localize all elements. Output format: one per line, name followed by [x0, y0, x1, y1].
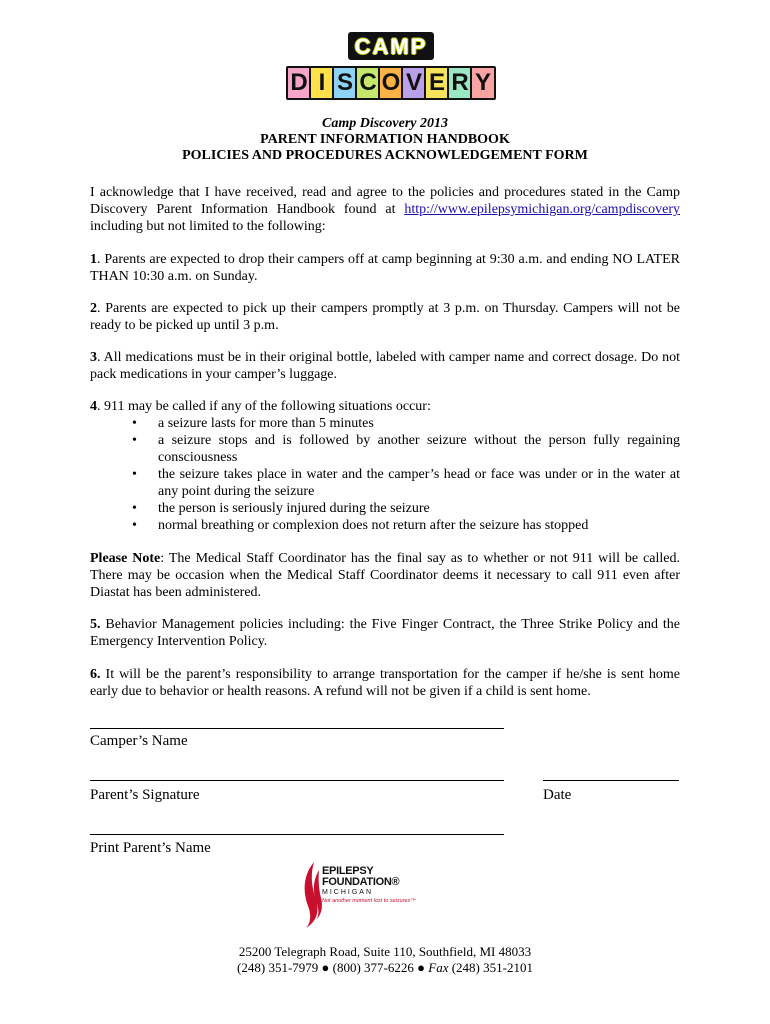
policy-item-2 [90, 300, 680, 334]
item-number: 3 [90, 350, 97, 365]
phone-tollfree: (800) 377-6226 [332, 960, 414, 975]
flame-icon [300, 860, 324, 930]
epilepsy-foundation-logo [300, 860, 440, 932]
print-parent-name-line[interactable] [90, 834, 504, 835]
date-label: Date [543, 787, 572, 803]
item-number: 4 [90, 399, 97, 414]
list-item: • a seizure lasts for more than 5 minutes [132, 416, 374, 431]
foundation-state: MICHIGAN [322, 889, 373, 896]
form-title-handbook: PARENT INFORMATION HANDBOOK [260, 132, 510, 147]
street-address: 25200 Telegraph Road, Suite 110, Southfield, MI 48033 [238, 944, 532, 959]
parent-signature-line[interactable] [90, 780, 504, 781]
foundation-wordmark [322, 866, 416, 905]
form-title-block [0, 116, 770, 164]
fax-label: Fax [428, 960, 449, 975]
policy-item-4 [90, 398, 680, 415]
parent-signature-label: Parent’s Signature [90, 787, 200, 803]
item-text: It will be the parent’s responsibility to arrange transportation for the camper if he/she is sent home early due to behavior or health reasons. A refund will not be given if a child is sent home. [90, 667, 680, 699]
foundation-name-line2: FOUNDATION® [322, 876, 400, 888]
contact-address-block [0, 944, 770, 976]
separator-dot: ● [321, 960, 330, 975]
policy-item-3 [90, 349, 680, 383]
fax-number: (248) 351-2101 [451, 960, 533, 975]
foundation-name-line1: EPILEPSY [322, 865, 374, 877]
separator-dot: ● [417, 960, 425, 975]
please-note-paragraph [90, 550, 680, 601]
list-item: • the person is seriously injured during the seizure [132, 501, 430, 516]
emergency-situations-list [90, 415, 680, 534]
policy-item-6 [90, 666, 680, 700]
item-text: Behavior Management policies including: the Five Finger Contract, the Three Strike Policy and the Emergency Intervention Policy. [90, 617, 680, 649]
policy-item-1 [90, 251, 680, 285]
logo-letter: D [286, 66, 312, 100]
bullet-icon: • [132, 501, 137, 516]
handbook-link[interactable]: http://www.epilepsymichigan.org/campdiscovery [404, 202, 680, 217]
phone-line [0, 960, 770, 976]
item-text: . All medications must be in their original bottle, labeled with camper name and correct dosage. Do not pack medications in your camper’s luggage. [90, 350, 680, 382]
form-title-year: Camp Discovery 2013 [322, 116, 448, 131]
foundation-tagline: Not another moment lost to seizures™ [322, 898, 416, 904]
logo-letter: S [332, 66, 358, 100]
item-text: . Parents are expected to pick up their campers promptly at 3 p.m. on Thursday. Campers will not be ready to be picked up until 3 p.m. [90, 301, 680, 333]
logo-letter: O [378, 66, 404, 100]
camp-logo-word: CAMP [354, 34, 428, 59]
logo-letter: I [309, 66, 335, 100]
logo-letter: Y [470, 66, 496, 100]
camper-name-line[interactable] [90, 728, 504, 729]
policy-item-5 [90, 616, 680, 650]
logo-letter: R [447, 66, 473, 100]
note-label: Please Note [90, 551, 161, 566]
date-line[interactable] [543, 780, 679, 781]
logo-letter: C [355, 66, 381, 100]
item-number: 5. [90, 617, 101, 632]
list-item: • normal breathing or complexion does not return after the seizure has stopped [132, 518, 589, 533]
logo-letter: V [401, 66, 427, 100]
bullet-icon: • [132, 416, 137, 431]
list-item: • the seizure takes place in water and the camper’s head or face was under or in the water at any point during the seizure [132, 467, 680, 499]
bullet-icon: • [132, 433, 137, 448]
bullet-icon: • [132, 467, 137, 482]
bullet-icon: • [132, 518, 137, 533]
intro-paragraph [90, 184, 680, 235]
intro-text: I acknowledge that I have received, read and agree to the policies and procedures stated in the Camp Discovery Parent Information Handbook found at [90, 185, 680, 217]
camper-name-label: Camper’s Name [90, 733, 188, 749]
item-text: . 911 may be called if any of the following situations occur: [97, 399, 431, 414]
camp-logo-box [348, 32, 434, 60]
item-number: 6. [90, 667, 101, 682]
camp-discovery-logo [282, 24, 498, 114]
item-number: 1 [90, 252, 97, 267]
item-number: 2 [90, 301, 97, 316]
logo-letter: E [424, 66, 450, 100]
note-text: : The Medical Staff Coordinator has the final say as to whether or not 911 will be called. There may be occasion when the Medical Staff Coordinator deems it necessary to call 911 even after Diastat has been administered. [90, 551, 680, 600]
intro-text-after: including but not limited to the following: [90, 219, 326, 234]
list-item: • a seizure stops and is followed by another seizure without the person fully regaining consciousness [132, 433, 680, 465]
print-parent-name-label: Print Parent’s Name [90, 840, 211, 856]
form-title-acknowledgement: POLICIES AND PROCEDURES ACKNOWLEDGEMENT FORM [182, 148, 588, 163]
phone-main: (248) 351-7979 [237, 960, 319, 975]
item-text: . Parents are expected to drop their campers off at camp beginning at 9:30 a.m. and ending NO LATER THAN 10:30 a.m. on Sunday. [90, 252, 680, 284]
